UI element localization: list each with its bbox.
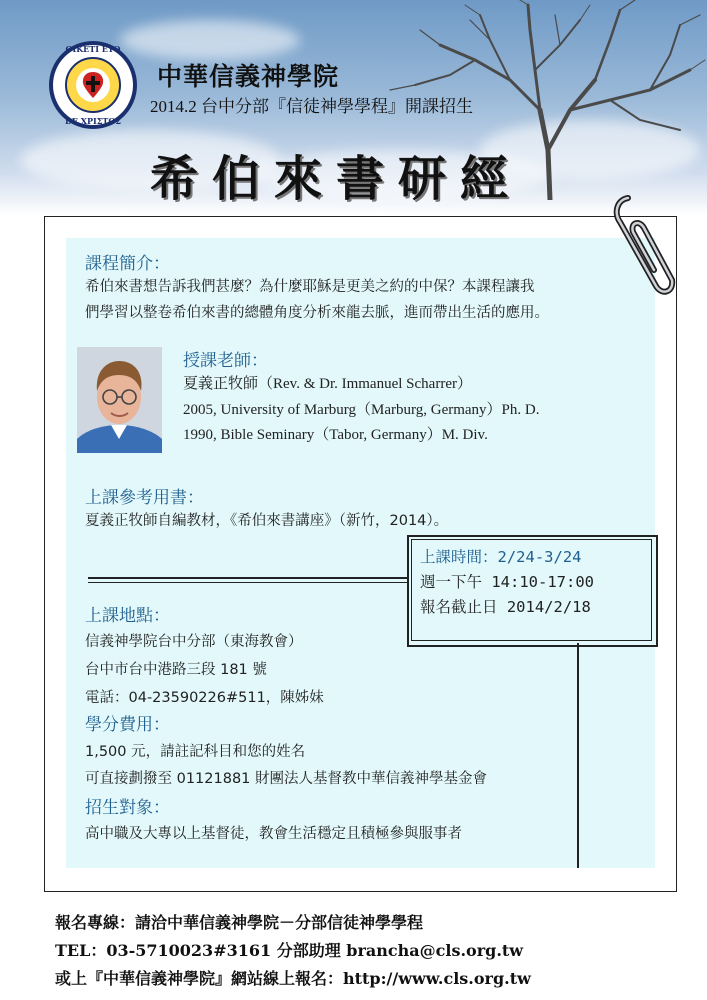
location-heading: 上課地點： — [85, 606, 170, 626]
teacher-name: 夏義正牧師（Rev. & Dr. Immanuel Scharrer） — [183, 376, 472, 392]
schedule-time: 上課時間：2/24-3/24 — [420, 548, 582, 566]
location-phone: 電話：04-23590226#511，陳姊妹 — [85, 690, 324, 706]
audience-line-1: 高中職及大專以上基督徒，教會生活穩定且積極參與服事者 — [85, 826, 462, 842]
fee-heading: 學分費用： — [85, 715, 170, 735]
reference-heading: 上課參考用書： — [85, 488, 204, 508]
schedule-day: 週一下午 14:10-17:00 — [420, 573, 594, 591]
intro-line-1: 希伯來書想告訴我們甚麼？為什麼耶穌是更美之約的中保？本課程讓我 — [85, 279, 535, 295]
connector-line-top — [88, 577, 407, 579]
teacher-photo — [77, 347, 162, 453]
reference-text: 夏義正牧師自編教材，《希伯來書講座》（新竹，2014）。 — [85, 513, 449, 529]
location-line-1: 信義神學院台中分部（東海教會） — [85, 634, 303, 650]
teacher-degree-2: 1990, Bible Seminary（Tabor, Germany）M. Div. — [183, 427, 488, 443]
course-title: 希伯來書研經 — [150, 151, 523, 207]
intro-heading: 課程簡介： — [85, 254, 170, 274]
school-seal-logo — [48, 40, 138, 130]
fee-line-1: 1,500 元，請註記科目和您的姓名 — [85, 744, 306, 760]
audience-heading: 招生對象： — [85, 798, 170, 818]
footer-contact: TEL：03-5710023#3161 分部助理 brancha@cls.org.tw — [55, 941, 524, 960]
footer-website: 或上『中華信義神學院』網站線上報名：http://www.cls.org.tw — [55, 969, 531, 988]
connector-line-vertical — [577, 643, 579, 868]
paperclip-icon — [608, 190, 678, 300]
fee-line-2: 可直接劃撥至 01121881 財團法人基督教中華信義神學基金會 — [85, 771, 488, 787]
footer-registration: 報名專線：請洽中華信義神學院－分部信徒神學學程 — [55, 913, 424, 932]
teacher-heading: 授課老師： — [183, 351, 268, 371]
seal-top-text: OIKETI EYO — [65, 44, 121, 54]
flyer-subtitle: 2014.2 台中分部『信徒神學學程』開課招生 — [150, 97, 473, 116]
schedule-deadline: 報名截止日 2014/2/18 — [420, 598, 591, 616]
seal-bottom-text: DE XPΙΣTOΣ — [64, 116, 122, 126]
location-line-2: 台中市台中港路三段 181 號 — [85, 662, 267, 678]
intro-line-2: 們學習以整卷希伯來書的總體角度分析來龍去脈，進而帶出生活的應用。 — [85, 305, 549, 321]
teacher-degree-1: 2005, University of Marburg（Marburg, Germany）Ph. D. — [183, 402, 540, 418]
school-name: 中華信義神學院 — [157, 62, 340, 91]
connector-line-bottom — [88, 582, 407, 583]
